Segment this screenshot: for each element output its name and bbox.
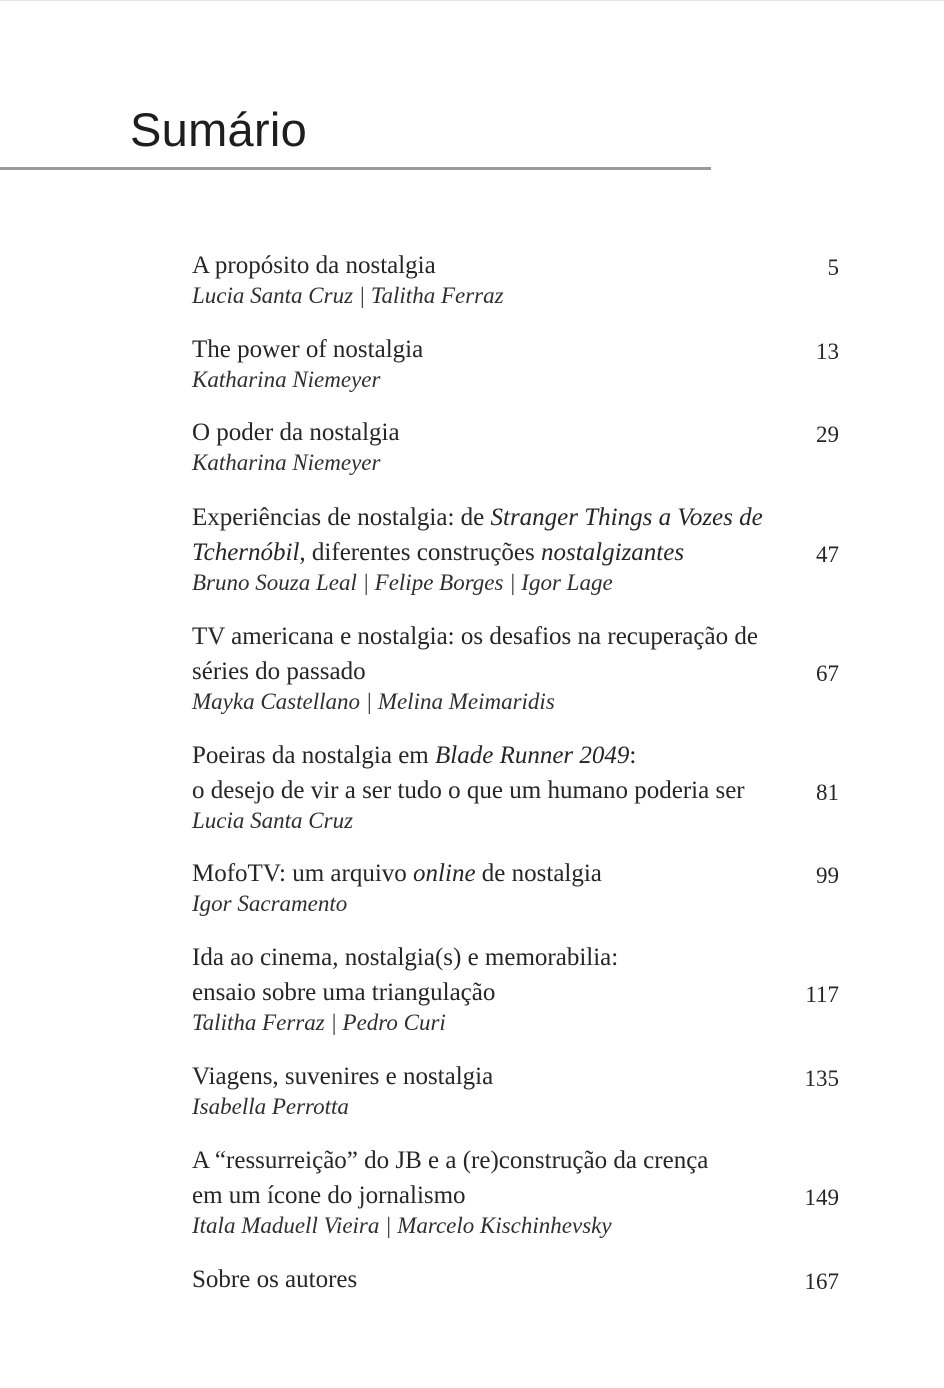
entry-title-text: :	[629, 742, 637, 769]
entry-title-line-1: Ida ao cinema, nostalgia(s) e memorabilia:	[192, 944, 619, 971]
entry-title-line-1: A “ressurreição” do JB e a (re)construção da crença	[192, 1147, 709, 1174]
entry-page-number: 47	[816, 542, 839, 567]
entry-page-number: 13	[816, 339, 839, 364]
entry-title-text: de nostalgia	[475, 860, 602, 887]
entry-page-number: 117	[805, 982, 839, 1007]
entry-page-number: 67	[816, 661, 839, 686]
entry-title-italic: nostalgizantes	[541, 539, 685, 566]
entry-page-number: 29	[816, 422, 839, 447]
entry-authors: Mayka Castellano | Melina Meimaridis	[192, 689, 555, 714]
entry-page-number: 5	[827, 255, 839, 280]
entry-title-text: Experiências de nostalgia: de	[192, 504, 491, 531]
entry-title: Viagens, suvenires e nostalgia	[192, 1063, 494, 1090]
entry-title-italic: Tchernóbil	[192, 539, 300, 566]
entry-title-text: , diferentes construções	[299, 539, 541, 566]
entry-title-italic: online	[413, 860, 476, 887]
entry-title-line-2: ensaio sobre uma triangulação	[192, 979, 496, 1006]
entry-title-line-2: o desejo de vir a ser tudo o que um humano poderia ser	[192, 777, 745, 804]
toc-entry[interactable]	[192, 1059, 839, 1143]
entry-title-line-2	[192, 535, 781, 570]
toc-entry[interactable]	[192, 1143, 839, 1262]
entry-authors: Lucia Santa Cruz	[192, 808, 354, 833]
page-title: Sumário	[130, 103, 308, 156]
entry-title-line-2: séries do passado	[192, 658, 366, 685]
entry-title-line-2: em um ícone do jornalismo	[192, 1182, 466, 1209]
entry-title: O poder da nostalgia	[192, 419, 400, 446]
toc-entry[interactable]	[192, 248, 839, 332]
toc-entry[interactable]	[192, 940, 839, 1059]
entry-page-number: 167	[804, 1269, 839, 1294]
entry-title-text: Poeiras da nostalgia em	[192, 742, 435, 769]
toc-entry[interactable]	[192, 415, 839, 500]
entry-title: The power of nostalgia	[192, 336, 424, 363]
entry-title: A propósito da nostalgia	[192, 252, 436, 279]
entry-page-number: 149	[804, 1185, 839, 1210]
entry-page-number: 81	[816, 780, 839, 805]
toc-entry[interactable]	[192, 332, 839, 415]
toc-entry[interactable]	[192, 856, 839, 940]
toc-entry[interactable]	[192, 738, 839, 856]
entry-authors: Katharina Niemeyer	[192, 367, 381, 392]
entry-title	[192, 856, 781, 891]
entry-title: Sobre os autores	[192, 1266, 358, 1293]
entry-page-number: 99	[816, 863, 839, 888]
entry-authors: Igor Sacramento	[192, 891, 348, 916]
entry-authors: Katharina Niemeyer	[192, 450, 381, 475]
entry-title-line-1: TV americana e nostalgia: os desafios na recuperação de	[192, 623, 758, 650]
entry-title-italic: Stranger Things a Vozes de	[490, 504, 763, 531]
entry-title-line-1	[192, 738, 781, 773]
entry-title-text: MofoTV: um arquivo	[192, 860, 414, 887]
entry-authors: Isabella Perrotta	[192, 1094, 349, 1119]
entry-authors: Itala Maduell Vieira | Marcelo Kischinhevsky	[192, 1213, 612, 1238]
table-of-contents	[192, 248, 839, 1302]
toc-entry[interactable]	[192, 500, 839, 619]
entry-authors: Lucia Santa Cruz | Talitha Ferraz	[192, 283, 504, 308]
toc-entry[interactable]	[192, 1262, 839, 1302]
title-rule	[0, 167, 711, 170]
toc-entry[interactable]	[192, 619, 839, 738]
entry-title-line-1	[192, 500, 781, 535]
entry-page-number: 135	[804, 1066, 839, 1091]
entry-authors: Bruno Souza Leal | Felipe Borges | Igor Lage	[192, 570, 613, 595]
entry-authors: Talitha Ferraz | Pedro Curi	[192, 1010, 446, 1035]
entry-title-italic: Blade Runner 2049	[435, 742, 630, 769]
